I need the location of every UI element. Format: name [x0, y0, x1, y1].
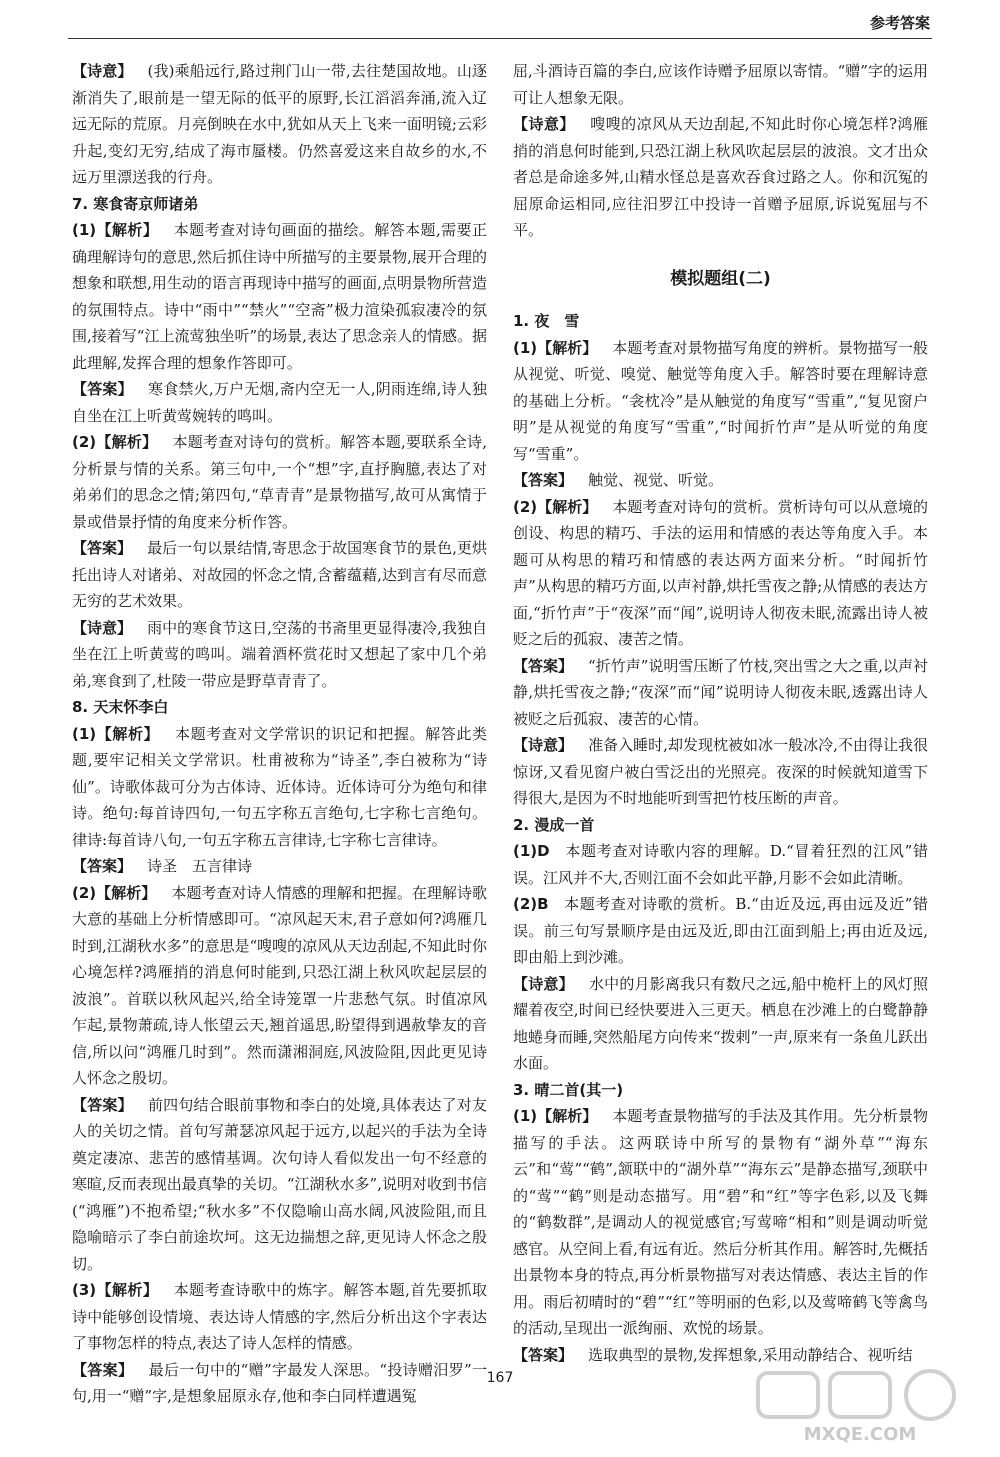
- answer-text: 本题考查对文学常识的识记和把握。解答此类题,要牢记相关文学常识。杜甫被称为“诗圣”,李白被称为“诗仙”。诗歌体裁可分为古体诗、近体诗。近体诗可分为绝句和律诗。绝句:每首诗四句,一句五字称五言绝句,七字称七言绝句。律诗:每首诗八句,一句五字称五言律诗,七字称七言律诗。: [72, 724, 487, 849]
- watermark-text: MXQE.COM: [803, 1424, 917, 1445]
- answer-tag: 【答案】: [513, 656, 574, 675]
- answer-text: “折竹声”说明雪压断了竹枝,突出雪之大之重,以声衬静,烘托雪夜之静;“夜深”而“闻”说明诗人彻夜未眠,透露出诗人被贬之后孤寂、凄苦的心情。: [513, 656, 928, 728]
- answer-paragraph: [72, 853, 487, 880]
- answer-tag: 【答案】: [72, 857, 133, 875]
- answer-tag: 【答案】: [72, 1360, 134, 1379]
- answer-text: 准备入睡时,却发现枕被如冰一般冰冷,不由得让我很惊讶,又看见窗户被白雪泛出的光照亮。夜深的时候就知道雪下得很大,是因为不时地能听到雪把竹枝压断的声音。: [513, 736, 928, 807]
- answer-paragraph: [513, 838, 928, 891]
- answer-text: 嗖嗖的凉风从天边刮起,不知此时你心境怎样?鸿雁捎的消息何时能到,只恐江湖上秋风吹起层层的波浪。文才出众者总是命途多舛,山精水怪总是喜欢吞食过路之人。你和沉冤的屈原命运相同,应往汨罗江中投诗一首赠予屈原,诉说冤屈与不平。: [513, 115, 928, 239]
- answer-text: 屈,斗酒诗百篇的李白,应该作诗赠予屈原以寄情。“赠”字的运用可让人想象无限。: [513, 62, 928, 107]
- answer-tag: 【诗意】: [513, 974, 574, 993]
- answer-text: 选取典型的景物,发挥想象,采用动静结合、视听结: [588, 1345, 913, 1364]
- section-heading: 模拟题组(二): [670, 268, 771, 289]
- answer-tag: (1)D: [513, 842, 550, 860]
- answer-paragraph: [513, 971, 928, 1077]
- answer-tag: (3)【解析】: [72, 1281, 159, 1299]
- answer-text: 本题考查诗歌中的炼字。解答本题,首先要抓取诗中能够创设情境、表达诗人情感的字,然后分析出这个字表达了事物怎样的特点,表达了诗人怎样的情感。: [72, 1281, 487, 1352]
- right-column: [513, 58, 928, 1368]
- question-title: 1. 夜 雪: [513, 312, 580, 330]
- answer-paragraph: [513, 1103, 928, 1342]
- answer-text: 前四句结合眼前事物和李白的处境,具体表达了对友人的关切之情。首句写萧瑟凉风起于远方,以起兴的手法为全诗奠定凄凉、悲苦的感情基调。次句诗人看似发出一句不经意的寒暄,反而表现出最真挚的关切。“江湖秋水多”,说明对收到书信(“鸿雁”)不抱希望;“秋水多”不仅隐喻山高水阔,风波险阻,而且隐喻暗示了李白前途坎坷。这无边揣想之辞,更见诗人怀念之殷切。: [72, 1095, 487, 1273]
- answer-tag: 【诗意】: [72, 618, 133, 637]
- answer-tag: (2)B: [513, 895, 549, 913]
- answer-text: 最后一句中的“赠”字最发人深思。“投诗赠汨罗”一句,用一“赠”字,是想象屈原永存,他和李白同样遭遇冤: [72, 1360, 487, 1405]
- answer-text: 本题考查对诗歌的赏析。B.“由近及远,再由远及近”错误。前三句写景顺序是由远及近,即由江面到船上;再由近及远,即由船上到沙滩。: [513, 895, 928, 966]
- watermark-badge-icon: [750, 1367, 970, 1423]
- answer-tag: (2)【解析】: [72, 883, 157, 902]
- answer-paragraph: [72, 1277, 487, 1357]
- answer-paragraph: [72, 721, 487, 854]
- answer-paragraph: [513, 58, 928, 111]
- answer-tag: 【诗意】: [513, 115, 575, 133]
- answer-tag: 【答案】: [513, 471, 574, 489]
- answer-text: 最后一句以景结情,寄思念于故国寒食节的景色,更烘托出诗人对诸弟、对故园的怀念之情,含蓄蕴藉,达到言有尽而意无穷的艺术效果。: [72, 539, 487, 610]
- question-title: 8. 天末怀李白: [72, 698, 169, 716]
- answer-paragraph: [72, 217, 487, 376]
- answer-text: 本题考查对诗歌内容的理解。D.“冒着狂烈的江风”错误。江风并不大,否则江面不会如此平静,月影不会如此清晰。: [513, 842, 928, 887]
- question-title: 7. 寒食寄京师诸弟: [72, 194, 199, 213]
- answer-paragraph: [513, 494, 928, 653]
- answer-tag: 【答案】: [72, 380, 133, 398]
- answer-paragraph: [72, 880, 487, 1092]
- answer-text: 触觉、视觉、听觉。: [588, 471, 724, 489]
- answer-text: 寒食禁火,万户无烟,斋内空无一人,阴雨连绵,诗人独自坐在江上听黄莺婉转的鸣叫。: [72, 380, 487, 425]
- question-title: 2. 漫成一首: [513, 815, 595, 834]
- answer-text: 诗圣 五言律诗: [147, 857, 253, 875]
- watermark-logo: [750, 1367, 970, 1445]
- answer-text: 本题考查对诗句的赏析。解答本题,要联系全诗,分析景与情的关系。第三句中,一个“想”字,直抒胸臆,表达了对弟弟们的思念之情;第四句,“草青青”是景物描写,故可从寓情于景或借景抒情的角度来分析作答。: [72, 433, 487, 531]
- page-number: 167: [486, 1370, 514, 1386]
- answer-text: 雨中的寒食节这日,空荡的书斋里更显得凄冷,我独自坐在江上听黄莺的鸣叫。端着酒杯赏花时又想起了家中几个弟弟,寒食到了,杜陵一带应是野草青青了。: [72, 618, 487, 690]
- left-column: [72, 58, 487, 1410]
- answer-text: 本题考查景物描写的手法及其作用。先分析景物描写的手法。这两联诗中所写的景物有“湖外草”“海东云”和“莺”“鹤”,颔联中的“湖外草”“海东云”是静态描写,颈联中的“莺”“鹤”则是动态描写。用“碧”和“红”等字色彩,以及飞舞的“鹤数群”,是调动人的视觉感官;写莺啼“相和”则是调动听觉感官。从空间上看,有远有近。然后分析其作用。解答时,先概括出景物本身的特点,再分析景物描写对表达情感、表达主旨的作用。雨后初晴时的“碧”“红”等明丽的色彩,以及莺啼鹤飞等禽鸟的活动,呈现出一派绚丽、欢悦的场景。: [513, 1107, 928, 1337]
- answer-text: 本题考查对诗人情感的理解和把握。在理解诗歌大意的基础上分析情感即可。“凉风起天末,君子意如何?鸿雁几时到,江湖秋水多”的意思是“嗖嗖的凉风从天边刮起,不知此时你心境怎样?鸿雁捎的消息何时能到,只恐江湖上秋风吹起层层的波浪”。首联以秋风起兴,给全诗笼罩一片悲愁气氛。时值凉风乍起,景物萧疏,诗人怅望云天,翘首遥思,盼望得到遇赦挚友的音信,所以问“鸿雁几时到”。然而潇湘洞庭,风波险阻,因此更见诗人怀念之殷切。: [72, 883, 487, 1087]
- answer-paragraph: [513, 111, 928, 244]
- answer-tag: (2)【解析】: [72, 433, 158, 451]
- answer-tag: 【答案】: [513, 1345, 574, 1364]
- question-title: 3. 晴二首(其一): [513, 1080, 624, 1099]
- answer-tag: 【诗意】: [72, 62, 133, 80]
- answer-tag: 【诗意】: [513, 736, 574, 754]
- answer-paragraph: [72, 58, 487, 191]
- answer-text: 水中的月影离我只有数尺之远,船中桅杆上的风灯照耀着夜空,时间已经快要进入三更天。栖息在沙滩上的白鹭静静地蜷身而睡,突然船尾方向传来“拨剌”一声,原来有一条鱼儿跃出水面。: [513, 974, 928, 1072]
- answer-paragraph: [72, 535, 487, 615]
- answer-paragraph: [513, 891, 928, 971]
- answer-tag: (2)【解析】: [513, 497, 598, 516]
- answer-text: 本题考查对诗句的赏析。赏析诗句可以从意境的创设、构思的精巧、手法的运用和情感的表达等角度入手。本题可从构思的精巧和情感的表达两方面来分析。“时闻折竹声”从构思的精巧方面,以声衬静,烘托雪夜之静;从情感的表达方面,“折竹声”于“夜深”而“闻”,说明诗人彻夜未眠,流露出诗人被贬之后的孤寂、凄苦之情。: [513, 497, 928, 648]
- answer-tag: (1)【解析】: [513, 338, 598, 357]
- answer-paragraph: [513, 653, 928, 733]
- answer-paragraph: [72, 376, 487, 429]
- answer-tag: 【答案】: [72, 539, 133, 557]
- answer-text: 本题考查对景物描写角度的辨析。景物描写一般从视觉、听觉、嗅觉、触觉等角度入手。解答时要在理解诗意的基础上分析。“衾枕冷”是从触觉的角度写“雪重”,“复见窗户明”是从视觉的角度写“雪重”,“时闻折竹声”是从听觉的角度写“雪重”。: [513, 338, 928, 463]
- answer-tag: (1)【解析】: [72, 221, 159, 239]
- header-divider: [68, 38, 932, 39]
- answer-paragraph: [513, 1342, 928, 1369]
- answer-tag: (1)【解析】: [72, 724, 160, 743]
- answer-text: 本题考查对诗句画面的描绘。解答本题,需要正确理解诗句的意思,然后抓住诗中所描写的主要景物,展开合理的想象和联想,用生动的语言再现诗中描写的画面,点明景物所营造的氛围特点。诗中“雨中”“禁火”“空斋”极力渲染孤寂凄冷的氛围,接着写“江上流莺独坐听”的场景,表达了思念亲人的情感。据此理解,发挥合理的想象作答即可。: [72, 221, 487, 372]
- answer-paragraph: [513, 732, 928, 812]
- answer-paragraph: [513, 335, 928, 468]
- answer-paragraph: [72, 1092, 487, 1278]
- answer-tag: (1)【解析】: [513, 1107, 598, 1125]
- answer-text: (我)乘船远行,路过荆门山一带,去往楚国故地。山逐渐消失了,眼前是一望无际的低平的原野,长江滔滔奔涌,流入辽远无际的荒原。月亮倒映在水中,犹如从天上飞来一面明镜;云彩升起,变幻无穷,结成了海市蜃楼。仍然喜爱这来自故乡的水,不远万里漂送我的行舟。: [72, 62, 487, 186]
- answer-tag: 【答案】: [72, 1095, 133, 1114]
- answer-paragraph: [72, 429, 487, 535]
- answer-paragraph: [72, 615, 487, 695]
- page-header: 参考答案: [869, 14, 930, 32]
- answer-paragraph: [513, 467, 928, 494]
